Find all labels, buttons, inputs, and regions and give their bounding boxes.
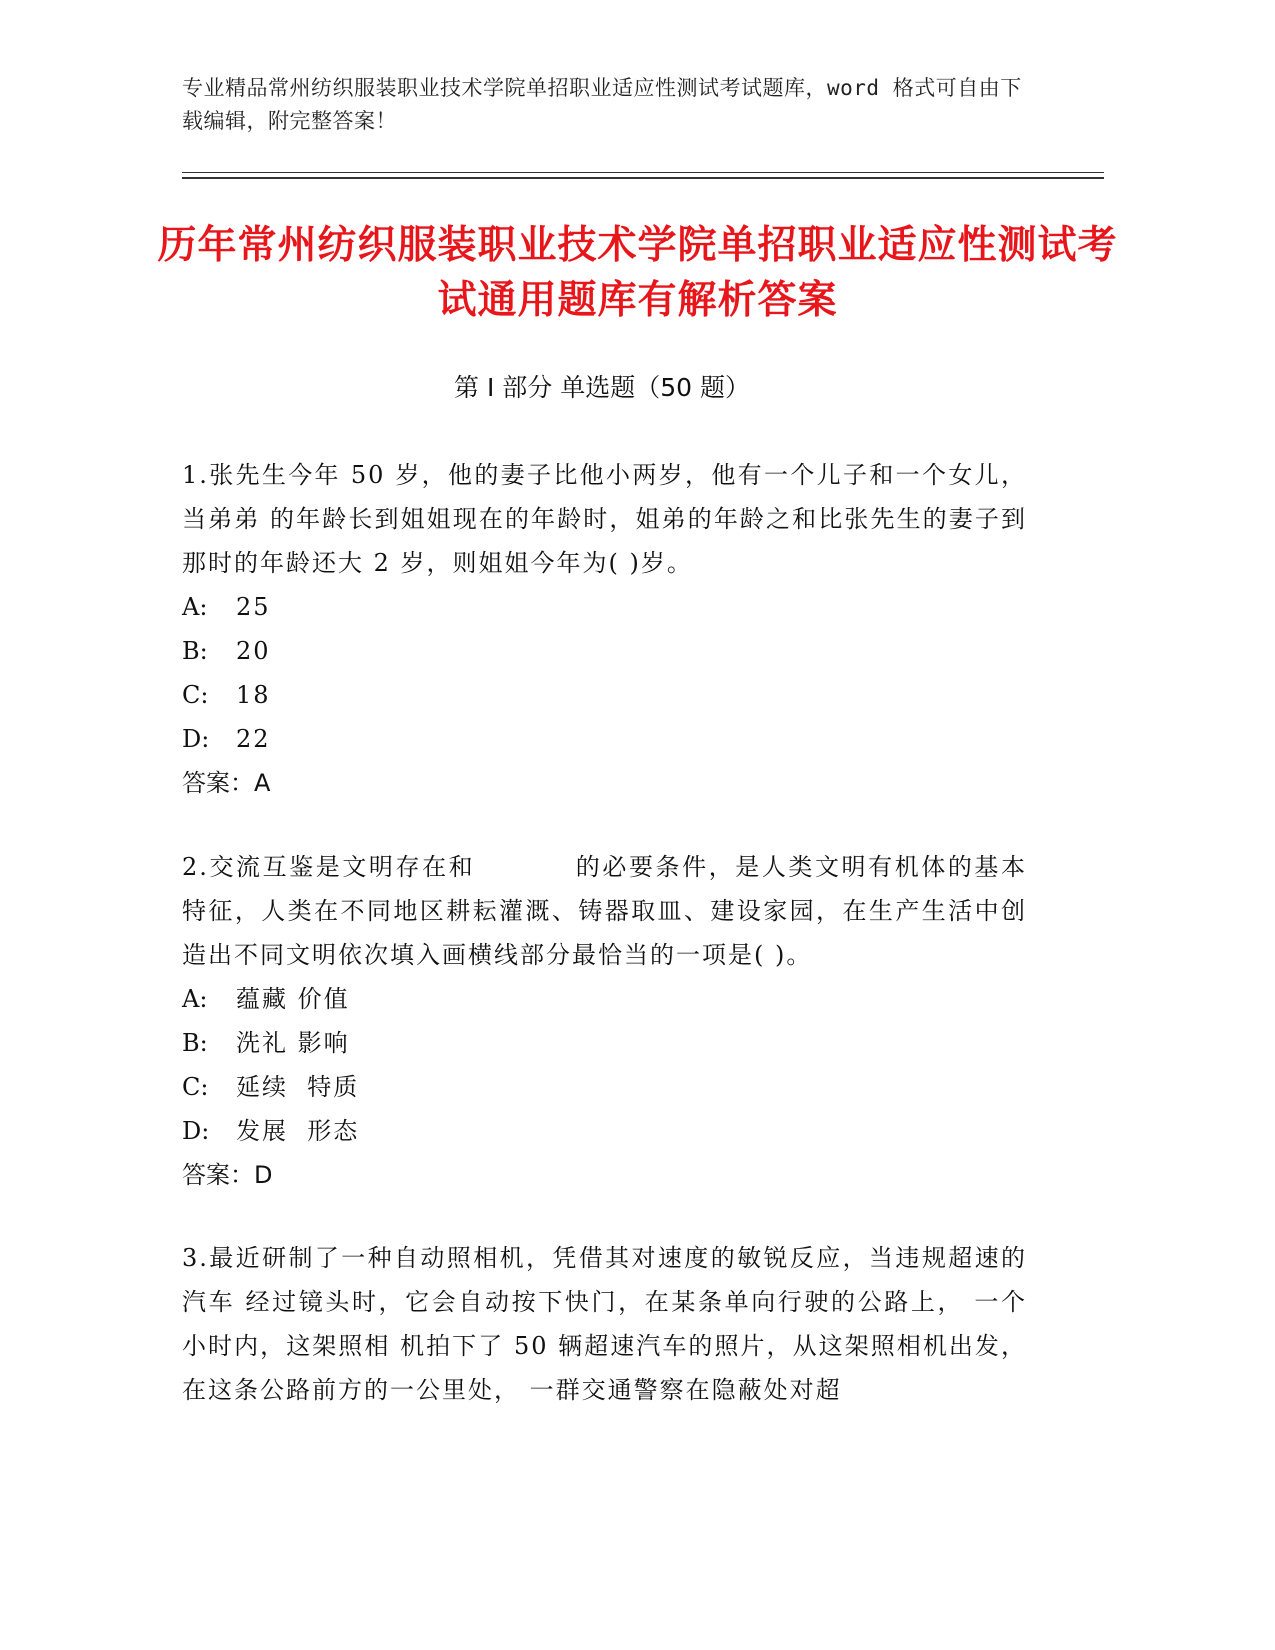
option-letter: C: [182,681,209,709]
question-stem-part1: 2.交流互鉴是文明存在和 [182,853,476,881]
option-text: 延续 特质 [236,1073,360,1101]
option-a [182,585,1027,629]
option-text: 蕴藏 价值 [236,985,350,1013]
option-letter: A: [182,593,208,621]
option-b [182,1021,1027,1065]
option-text: 发展 形态 [236,1117,360,1145]
answer-line: 答案：D [182,1161,273,1189]
header-divider-thin [182,172,1104,173]
option-letter: D: [182,725,210,753]
document-title: 历年常州纺织服装职业技术学院单招职业适应性测试考试通用题库有解析答案 [157,223,1118,323]
option-c [182,673,1027,717]
option-d [182,717,1027,761]
option-letter: D: [182,1117,210,1145]
option-b [182,629,1027,673]
question-2 [182,845,1027,1197]
option-d [182,1109,1027,1153]
option-c [182,1065,1027,1109]
header-divider-thick [182,177,1104,179]
option-a [182,977,1027,1021]
question-stem: 1.张先生今年 50 岁，他的妻子比他小两岁，他有一个儿子和一个女儿，当弟弟 的年龄长到姐姐现在的年龄时，姐弟的年龄之和比张先生的妻子到那时的年龄还大 2 岁，则姐姐今年为( )岁。 [182,461,1027,577]
question-3 [182,1236,1027,1412]
option-text: 洗礼 影响 [236,1029,350,1057]
header-note: 专业精品常州纺织服装职业技术学院单招职业适应性测试考试题库，word 格式可自由下载编辑，附完整答案！ [182,76,1022,133]
question-1 [182,453,1027,805]
answer-line: 答案：A [182,769,271,797]
option-text: 25 [236,593,271,621]
option-letter: B: [182,637,208,665]
option-letter: C: [182,1073,209,1101]
question-stem [182,845,1027,977]
section-heading: 第 I 部分 单选题（50 题） [454,373,750,402]
question-stem: 3.最近研制了一种自动照相机，凭借其对速度的敏锐反应，当违规超速的汽车 经过镜头时，它会自动按下快门，在某条单向行驶的公路上， 一个小时内，这架照相 机拍下了 50 辆超速汽车的照片，从这架照相机出发，在这条公路前方的一公里处， 一群交通警察在隐蔽处对超 [182,1244,1027,1404]
option-text: 22 [236,725,271,753]
option-text: 20 [236,637,271,665]
option-text: 18 [236,681,271,709]
option-letter: B: [182,1029,208,1057]
option-letter: A: [182,985,208,1013]
question-stem-part2: 的必要条件，是人类文明有机体的基本特征，人类在不同地区耕耘灌溉、铸器取皿、建设家园，在生产生活中创造出不同文明依次填入画横线部分最恰当的一项是( )。 [182,853,1028,969]
